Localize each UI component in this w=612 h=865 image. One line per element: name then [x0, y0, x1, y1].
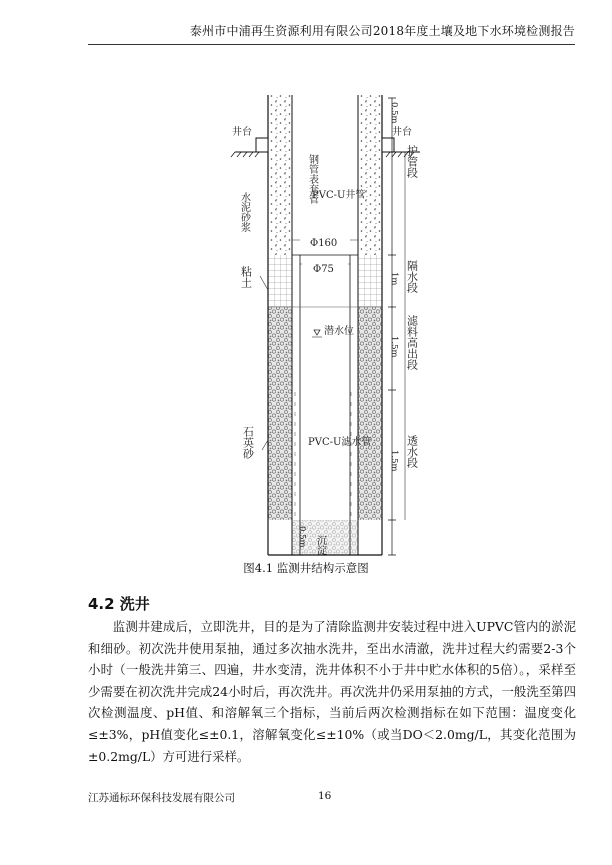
quartz-sand-left [268, 307, 292, 520]
dim-1-5m-b: 1.5m [389, 450, 399, 472]
dim-0-5m-bottom: 0.5m [297, 526, 307, 548]
label-sediment: 沉淀 [314, 535, 326, 555]
label-permeable-section: 透水段 [405, 435, 419, 468]
clay-layer-right [358, 255, 382, 307]
cement-annulus-right [358, 95, 382, 255]
label-water-level: 潜水位 [324, 326, 354, 337]
dim-1m: 1m [389, 272, 399, 286]
label-diameter-outer: Φ160 [310, 238, 338, 249]
footer-company: 江苏通标环保科技发展有限公司 [88, 792, 235, 804]
page-header: 泰州市中浦再生资源利用有限公司2018年度土壤及地下水环境检测报告 [189, 24, 575, 38]
label-pvc-well-pipe: PVC-U井管 [312, 190, 366, 201]
dim-0-5m-top: 0.5m [389, 102, 399, 124]
label-pvc-filter-pipe: PVC-U滤水管 [308, 437, 372, 448]
figure-caption: 图4.1 监测井结构示意图 [243, 561, 369, 575]
clay-layer-left [268, 255, 292, 307]
filter-slots-left [292, 390, 300, 520]
body-paragraph: 监测井建成后，立即洗井，目的是为了清除监测井安装过程中进入UPVC管内的淤泥和细砂。初次洗井使用泵抽，通过多次抽水洗井，至出水清澈，洗井过程大约需要2-3个小时（一般洗井第三、四遍，井水变清，洗井体积不小于井中贮水体积的5倍）。，采样至少需要在初次洗井完成24小时后，再次洗井。再次洗井仍采用泵抽的方式，一般洗至第四次检测温度、pH值、和溶解氧三个指标，当前后两次检测指标在如下范围：温度变化≤±3%，pH值变化≤±0.1，溶解氧变化≤±10%（或当DO＜2.0mg/L，其变化范围为±0.2mg/L）方可进行采样。 [88, 619, 576, 764]
dim-1-5m-a: 1.5m [389, 336, 399, 358]
header-divider [88, 44, 575, 45]
label-steel-casing: 钢管表套管 [306, 154, 318, 204]
page-number: 16 [318, 790, 332, 802]
monitoring-well-diagram [220, 90, 440, 560]
label-filter-height-section: 滤料高出段 [405, 315, 419, 370]
section-heading: 4.2 洗井 [88, 595, 150, 613]
label-well-platform-right: 井台 [392, 127, 412, 138]
quartz-sand-right [358, 307, 382, 520]
label-protective-section: 护管段 [405, 145, 419, 178]
label-quartz-sand: 石英砂 [241, 426, 255, 459]
cement-annulus-left [268, 95, 292, 255]
label-diameter-inner: Φ75 [313, 264, 334, 275]
label-well-platform-left: 井台 [232, 127, 252, 138]
label-cement-mortar: 水泥砂浆 [238, 192, 250, 232]
label-isolation-section: 隔水段 [405, 260, 419, 293]
well-structure-svg [220, 90, 440, 560]
label-clay: 粘土 [239, 266, 253, 288]
filter-slots-right [350, 390, 358, 520]
body-paragraph-container [88, 616, 576, 767]
